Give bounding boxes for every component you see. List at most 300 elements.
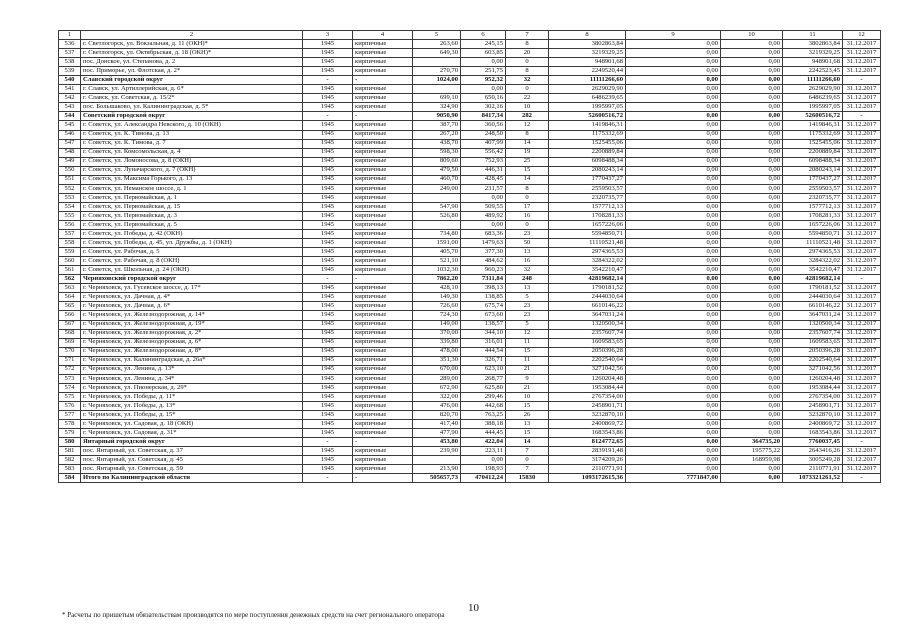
table-cell: 670,00 bbox=[413, 365, 461, 374]
table-row bbox=[59, 166, 881, 175]
table-cell: г. Советск, ул. К. Тимова, д. 13 bbox=[81, 130, 303, 139]
table-cell: 23 bbox=[506, 311, 549, 320]
table-cell: 0,00 bbox=[626, 401, 721, 410]
table-cell: 6610146,22 bbox=[783, 302, 843, 311]
table-cell: кирпичные bbox=[353, 248, 413, 257]
table-cell bbox=[413, 220, 461, 229]
table-cell: 31.12.2017 bbox=[843, 465, 881, 474]
table-cell: 0,00 bbox=[721, 275, 783, 284]
table-cell: 7771847,00 bbox=[626, 474, 721, 483]
table-cell: - bbox=[843, 112, 881, 121]
table-cell: 0,00 bbox=[721, 293, 783, 302]
table-cell: 444,45 bbox=[461, 429, 506, 438]
table-row bbox=[59, 148, 881, 157]
table-cell: 2444030,64 bbox=[549, 293, 626, 302]
table-cell: - bbox=[843, 275, 881, 284]
table-cell: 571 bbox=[59, 356, 81, 365]
table-cell: Янтарный городской округ bbox=[81, 438, 303, 447]
table-cell: г. Советск, ул. Победы, д. 45, ул. Дружбы, д. 1 (ОКН) bbox=[81, 239, 303, 248]
table-cell: 1073321261,52 bbox=[783, 474, 843, 483]
table-cell: 1945 bbox=[303, 230, 353, 239]
table-cell: 6486239,65 bbox=[783, 94, 843, 103]
table-cell: 15830 bbox=[506, 474, 549, 483]
table-cell: 3232870,10 bbox=[783, 410, 843, 419]
table-row bbox=[59, 356, 881, 365]
table-cell: 8124772,65 bbox=[549, 438, 626, 447]
table-cell: 476,00 bbox=[413, 401, 461, 410]
table-cell: 0,00 bbox=[721, 130, 783, 139]
table-cell: кирпичные bbox=[353, 202, 413, 211]
table-cell: 562 bbox=[59, 275, 81, 284]
table-cell: 0,00 bbox=[461, 220, 506, 229]
table-cell: 3284322,02 bbox=[549, 257, 626, 266]
table-cell: 581 bbox=[59, 447, 81, 456]
table-row bbox=[59, 94, 881, 103]
table-cell: кирпичные bbox=[353, 157, 413, 166]
table-cell: 0,00 bbox=[626, 275, 721, 284]
table-cell: 387,70 bbox=[413, 121, 461, 130]
table-cell: 1953084,44 bbox=[549, 383, 626, 392]
table-cell: 0 bbox=[506, 456, 549, 465]
table-row bbox=[59, 175, 881, 184]
table-cell: 0,00 bbox=[461, 193, 506, 202]
table-cell: 1657226,06 bbox=[549, 220, 626, 229]
table-cell: г. Советск, ул. Первомайская, д. 5 bbox=[81, 220, 303, 229]
table-cell: 1945 bbox=[303, 184, 353, 193]
table-row bbox=[59, 465, 881, 474]
table-cell: 0,00 bbox=[461, 456, 506, 465]
table-cell: 0,00 bbox=[721, 112, 783, 121]
table-cell: 3219329,25 bbox=[783, 49, 843, 58]
table-cell: 0,00 bbox=[626, 230, 721, 239]
table-cell: 0,00 bbox=[626, 383, 721, 392]
table-cell: 1945 bbox=[303, 157, 353, 166]
table-cell: 505657,73 bbox=[413, 474, 461, 483]
table-cell: 0,00 bbox=[721, 148, 783, 157]
table-cell: 0,00 bbox=[626, 456, 721, 465]
table-cell: 3219329,25 bbox=[549, 49, 626, 58]
table-cell: 1945 bbox=[303, 420, 353, 429]
table-cell: 734,80 bbox=[413, 230, 461, 239]
table-cell: 2458901,71 bbox=[549, 401, 626, 410]
table-cell: кирпичные bbox=[353, 302, 413, 311]
table-cell: 8 bbox=[506, 67, 549, 76]
table-cell: 31.12.2017 bbox=[843, 184, 881, 193]
table-cell: 567 bbox=[59, 320, 81, 329]
table-cell: - bbox=[353, 438, 413, 447]
table-cell: 543 bbox=[59, 103, 81, 112]
table-cell: 9 bbox=[506, 374, 549, 383]
table-cell: 19 bbox=[506, 148, 549, 157]
table-cell: 0,00 bbox=[721, 410, 783, 419]
table-cell: 360,56 bbox=[461, 121, 506, 130]
table-cell: 31.12.2017 bbox=[843, 266, 881, 275]
table-cell: 579 bbox=[59, 429, 81, 438]
table-cell: 0,00 bbox=[721, 157, 783, 166]
table-cell: 555 bbox=[59, 211, 81, 220]
table-cell: 15 bbox=[506, 347, 549, 356]
table-cell: 0,00 bbox=[626, 58, 721, 67]
table-cell: 2767354,00 bbox=[549, 392, 626, 401]
table-row bbox=[59, 257, 881, 266]
table-row bbox=[59, 76, 881, 85]
table-cell: 0,00 bbox=[721, 383, 783, 392]
table-cell: 8 bbox=[506, 40, 549, 49]
table-cell: 2080243,14 bbox=[549, 166, 626, 175]
table-cell: 0,00 bbox=[721, 175, 783, 184]
table-cell: 7311,84 bbox=[461, 275, 506, 284]
table-cell: 0,00 bbox=[626, 356, 721, 365]
table-cell: 2357607,74 bbox=[549, 329, 626, 338]
table-cell: 31.12.2017 bbox=[843, 383, 881, 392]
table-cell: 0,00 bbox=[626, 347, 721, 356]
table-cell bbox=[413, 456, 461, 465]
column-number-cell: 3 bbox=[303, 31, 353, 40]
table-cell: 683,36 bbox=[461, 230, 506, 239]
table-cell: 1790181,52 bbox=[549, 284, 626, 293]
table-cell: 138,57 bbox=[461, 320, 506, 329]
table-cell: 0,00 bbox=[721, 401, 783, 410]
table-cell: Черняховский городской округ bbox=[81, 275, 303, 284]
table-cell: 351,30 bbox=[413, 356, 461, 365]
table-cell: 31.12.2017 bbox=[843, 248, 881, 257]
table-cell: 5594850,71 bbox=[783, 230, 843, 239]
table-cell: 577 bbox=[59, 410, 81, 419]
table-cell: 0,00 bbox=[721, 67, 783, 76]
table-cell: 1945 bbox=[303, 211, 353, 220]
table-cell: 0,00 bbox=[721, 266, 783, 275]
table-cell: 584 bbox=[59, 474, 81, 483]
table-cell: 1945 bbox=[303, 85, 353, 94]
table-cell: 1945 bbox=[303, 239, 353, 248]
table-cell: 2559503,57 bbox=[549, 184, 626, 193]
table-cell: 15 bbox=[506, 401, 549, 410]
table-cell: 31.12.2017 bbox=[843, 67, 881, 76]
table-cell: 31.12.2017 bbox=[843, 40, 881, 49]
table-cell: 0,00 bbox=[721, 356, 783, 365]
table-cell: 0,00 bbox=[626, 121, 721, 130]
table-cell: 1945 bbox=[303, 67, 353, 76]
table-cell: 52600516,72 bbox=[783, 112, 843, 121]
table-cell: 540 bbox=[59, 76, 81, 85]
table-cell: 724,30 bbox=[413, 311, 461, 320]
table-cell: г. Черняховск, ул. Победы, д. 15* bbox=[81, 410, 303, 419]
table-cell: 32 bbox=[506, 266, 549, 275]
table-cell: 675,74 bbox=[461, 302, 506, 311]
table-cell: 0,00 bbox=[626, 175, 721, 184]
table-cell: 478,00 bbox=[413, 347, 461, 356]
table-cell: 551 bbox=[59, 175, 81, 184]
table-cell: 548 bbox=[59, 148, 81, 157]
table-row bbox=[59, 49, 881, 58]
table-cell: 31.12.2017 bbox=[843, 392, 881, 401]
table-cell: 560 bbox=[59, 257, 81, 266]
table-cell: кирпичные bbox=[353, 456, 413, 465]
table-cell: 31.12.2017 bbox=[843, 85, 881, 94]
table-cell: 0,00 bbox=[721, 230, 783, 239]
table-cell: 223,11 bbox=[461, 447, 506, 456]
table-cell: 2110771,91 bbox=[783, 465, 843, 474]
table-cell: 0 bbox=[506, 193, 549, 202]
table-cell: 213,90 bbox=[413, 465, 461, 474]
table-cell: 5594850,71 bbox=[549, 230, 626, 239]
table-cell: 168959,98 bbox=[721, 456, 783, 465]
table-row bbox=[59, 338, 881, 347]
table-row bbox=[59, 429, 881, 438]
table-cell: 31.12.2017 bbox=[843, 166, 881, 175]
table-cell: 31.12.2017 bbox=[843, 338, 881, 347]
table-cell: 580 bbox=[59, 438, 81, 447]
table-cell: 0,00 bbox=[721, 248, 783, 257]
table-cell: г. Советск, ул. Ломоносова, д. 8 (ОКН) bbox=[81, 157, 303, 166]
table-cell: 0,00 bbox=[721, 166, 783, 175]
table-cell: 2400869,72 bbox=[783, 420, 843, 429]
table-row bbox=[59, 302, 881, 311]
table-cell: 0,00 bbox=[626, 429, 721, 438]
table-cell: г. Советск, ул. Луначарского, д. 7 (ОКН) bbox=[81, 166, 303, 175]
table-cell: 0,00 bbox=[721, 76, 783, 85]
table-cell: 2320735,77 bbox=[549, 193, 626, 202]
table-cell: 1995997,05 bbox=[549, 103, 626, 112]
table-cell: 149,30 bbox=[413, 293, 461, 302]
table-cell: 0,00 bbox=[721, 465, 783, 474]
table-cell: - bbox=[353, 76, 413, 85]
table-cell: 149,00 bbox=[413, 320, 461, 329]
table-cell: 31.12.2017 bbox=[843, 157, 881, 166]
table-cell: 428,10 bbox=[413, 284, 461, 293]
table-cell: г. Советск, ул. Первомайская, д. 15 bbox=[81, 202, 303, 211]
table-cell: 2767354,00 bbox=[783, 392, 843, 401]
table-cell: 547 bbox=[59, 139, 81, 148]
table-cell: г. Черняховск, ул. Калининградская, д. 26а* bbox=[81, 356, 303, 365]
table-row bbox=[59, 447, 881, 456]
table-cell: - bbox=[353, 112, 413, 121]
table-cell: 0,00 bbox=[626, 202, 721, 211]
table-cell: г. Черняховск, ул. Железнодорожная, д. 8* bbox=[81, 347, 303, 356]
table-cell: - bbox=[303, 474, 353, 483]
table-cell: 3802863,84 bbox=[783, 40, 843, 49]
table-cell: 0,00 bbox=[721, 257, 783, 266]
table-cell: 3647031,24 bbox=[783, 311, 843, 320]
table-cell: 2629029,90 bbox=[783, 85, 843, 94]
table-cell: 0,00 bbox=[626, 374, 721, 383]
table-cell: 14 bbox=[506, 438, 549, 447]
table-cell: пос. Янтарный, ул. Советская, д. 45 bbox=[81, 456, 303, 465]
table-cell: кирпичные bbox=[353, 429, 413, 438]
table-cell: 509,55 bbox=[461, 202, 506, 211]
table-cell: 1945 bbox=[303, 365, 353, 374]
table-cell: 1790181,52 bbox=[783, 284, 843, 293]
table-cell: 565 bbox=[59, 302, 81, 311]
table-cell: 0 bbox=[506, 220, 549, 229]
table-cell: 8417,34 bbox=[461, 112, 506, 121]
table-cell: 2050396,28 bbox=[549, 347, 626, 356]
table-cell: 557 bbox=[59, 230, 81, 239]
housing-program-table bbox=[58, 30, 881, 483]
table-cell: пос. Большаково, ул. Калининградская, д. 5* bbox=[81, 103, 303, 112]
table-row bbox=[59, 121, 881, 130]
table-row bbox=[59, 220, 881, 229]
table-cell: 3647031,24 bbox=[549, 311, 626, 320]
table-cell: 1320500,34 bbox=[549, 320, 626, 329]
table-cell: 31.12.2017 bbox=[843, 211, 881, 220]
table-cell: 344,10 bbox=[461, 329, 506, 338]
table-cell: 603,85 bbox=[461, 49, 506, 58]
table-cell: 31.12.2017 bbox=[843, 302, 881, 311]
table-cell: 31.12.2017 bbox=[843, 293, 881, 302]
table-cell: 0,00 bbox=[626, 184, 721, 193]
table-cell: 553 bbox=[59, 193, 81, 202]
table-cell: 0,00 bbox=[626, 103, 721, 112]
table-cell: 650,16 bbox=[461, 94, 506, 103]
table-cell: 1024,00 bbox=[413, 76, 461, 85]
table-cell: 0,00 bbox=[626, 320, 721, 329]
table-row bbox=[59, 248, 881, 257]
table-cell: - bbox=[303, 112, 353, 121]
table-cell: 239,90 bbox=[413, 447, 461, 456]
table-cell: 0,00 bbox=[626, 410, 721, 419]
table-row bbox=[59, 420, 881, 429]
table-cell: г. Советск, ул. Рабочая, д. 8 (ОКН) bbox=[81, 257, 303, 266]
table-cell: 1683543,86 bbox=[549, 429, 626, 438]
table-row bbox=[59, 67, 881, 76]
table-cell: 0,00 bbox=[626, 148, 721, 157]
table-cell: кирпичные bbox=[353, 420, 413, 429]
table-cell: 546 bbox=[59, 130, 81, 139]
table-row bbox=[59, 392, 881, 401]
table-cell: 1945 bbox=[303, 465, 353, 474]
table-cell: 0,00 bbox=[626, 67, 721, 76]
table-cell: 564 bbox=[59, 293, 81, 302]
table-cell: 231,57 bbox=[461, 184, 506, 193]
table-cell: г. Советск, ул. Рабочая, д. 5 bbox=[81, 248, 303, 257]
table-cell: 31.12.2017 bbox=[843, 193, 881, 202]
table-row bbox=[59, 266, 881, 275]
table-cell: г. Славск, ул. Артиллерийская, д. 6* bbox=[81, 85, 303, 94]
table-cell: 0,00 bbox=[721, 338, 783, 347]
table-cell: кирпичные bbox=[353, 392, 413, 401]
table-cell: 11110521,48 bbox=[783, 239, 843, 248]
table-cell: г. Черняховск, ул. Садовая, д. 18 (ОКН) bbox=[81, 420, 303, 429]
table-cell: кирпичные bbox=[353, 374, 413, 383]
table-cell: кирпичные bbox=[353, 356, 413, 365]
table-cell: 0,00 bbox=[721, 320, 783, 329]
table-cell: кирпичные bbox=[353, 320, 413, 329]
table-cell: 960,23 bbox=[461, 266, 506, 275]
page-number: 10 bbox=[468, 602, 479, 614]
table-cell: 0,00 bbox=[721, 302, 783, 311]
table-cell: 673,60 bbox=[461, 311, 506, 320]
table-cell: 0,00 bbox=[626, 166, 721, 175]
table-cell: 31.12.2017 bbox=[843, 139, 881, 148]
table-cell: 3802863,84 bbox=[549, 40, 626, 49]
table-cell: кирпичные bbox=[353, 293, 413, 302]
column-number-cell: 2 bbox=[81, 31, 303, 40]
table-cell: 0,00 bbox=[721, 103, 783, 112]
table-cell: г. Советск, ул. К. Тимова, д. 7 bbox=[81, 139, 303, 148]
table-cell: - bbox=[303, 438, 353, 447]
table-cell: 1175332,69 bbox=[783, 130, 843, 139]
table-cell: 0,00 bbox=[721, 184, 783, 193]
table-cell: 2974365,53 bbox=[549, 248, 626, 257]
table-cell: 31.12.2017 bbox=[843, 257, 881, 266]
table-cell: 14 bbox=[506, 139, 549, 148]
table-cell: 0,00 bbox=[626, 85, 721, 94]
table-cell: 370,00 bbox=[413, 329, 461, 338]
table-cell: 324,90 bbox=[413, 103, 461, 112]
table-cell: 245,15 bbox=[461, 40, 506, 49]
table-cell: 31.12.2017 bbox=[843, 356, 881, 365]
table-cell: - bbox=[843, 438, 881, 447]
table-cell: г. Черняховск, ул. Железнодорожная, д. 14* bbox=[81, 311, 303, 320]
table-cell: 2357607,74 bbox=[783, 329, 843, 338]
table-cell: 422,04 bbox=[461, 438, 506, 447]
table-cell: 2320735,77 bbox=[783, 193, 843, 202]
table-cell: 13 bbox=[506, 420, 549, 429]
table-cell: 14 bbox=[506, 175, 549, 184]
table-cell: г. Советск, ул. Школьная, д. 24 (ОКН) bbox=[81, 266, 303, 275]
table-cell: 948901,68 bbox=[783, 58, 843, 67]
table-cell: 1945 bbox=[303, 320, 353, 329]
table-cell: 26 bbox=[506, 410, 549, 419]
table-cell: 1419846,31 bbox=[783, 121, 843, 130]
table-cell: кирпичные bbox=[353, 311, 413, 320]
table-cell: 1577712,13 bbox=[549, 202, 626, 211]
table-cell: 31.12.2017 bbox=[843, 329, 881, 338]
table-cell: 2444030,64 bbox=[783, 293, 843, 302]
table-cell: 2242523,45 bbox=[783, 67, 843, 76]
table-cell: 1770437,27 bbox=[783, 175, 843, 184]
table-cell: 5 bbox=[506, 320, 549, 329]
table-cell: 0 bbox=[506, 85, 549, 94]
table-cell: 453,80 bbox=[413, 438, 461, 447]
table-cell: 1945 bbox=[303, 49, 353, 58]
table-cell: 1479,63 bbox=[461, 239, 506, 248]
table-cell: г. Черняховск, ул. Садовая, д. 31* bbox=[81, 429, 303, 438]
table-row bbox=[59, 320, 881, 329]
table-cell: кирпичные bbox=[353, 94, 413, 103]
table-cell: 0,00 bbox=[721, 474, 783, 483]
table-cell: 138,85 bbox=[461, 293, 506, 302]
table-cell: 1320500,34 bbox=[783, 320, 843, 329]
table-cell: 2080243,14 bbox=[783, 166, 843, 175]
table-cell: 550 bbox=[59, 166, 81, 175]
table-cell: Славский городской округ bbox=[81, 76, 303, 85]
table-cell: кирпичные bbox=[353, 49, 413, 58]
table-cell: 0,00 bbox=[626, 94, 721, 103]
table-cell: 248 bbox=[506, 275, 549, 284]
table-cell: 536 bbox=[59, 40, 81, 49]
table-cell: 1945 bbox=[303, 220, 353, 229]
table-cell: 1945 bbox=[303, 94, 353, 103]
table-cell: 752,93 bbox=[461, 157, 506, 166]
table-cell: 1945 bbox=[303, 257, 353, 266]
table-cell: 13 bbox=[506, 248, 549, 257]
table-cell: г. Черняховск, ул. Ленина, д. 13* bbox=[81, 365, 303, 374]
table-cell: пос. Янтарный, ул. Советская, д. 37 bbox=[81, 447, 303, 456]
column-number-cell: 9 bbox=[626, 31, 721, 40]
table-cell: 2200889,84 bbox=[549, 148, 626, 157]
table-cell: 574 bbox=[59, 383, 81, 392]
table-cell: 539 bbox=[59, 67, 81, 76]
table-cell: - bbox=[303, 76, 353, 85]
table-cell: 21 bbox=[506, 383, 549, 392]
table-cell: 1953084,44 bbox=[783, 383, 843, 392]
table-cell: 1995997,05 bbox=[783, 103, 843, 112]
table-cell: 2202540,64 bbox=[549, 356, 626, 365]
table-cell: 0,00 bbox=[721, 374, 783, 383]
table-cell: 1945 bbox=[303, 293, 353, 302]
